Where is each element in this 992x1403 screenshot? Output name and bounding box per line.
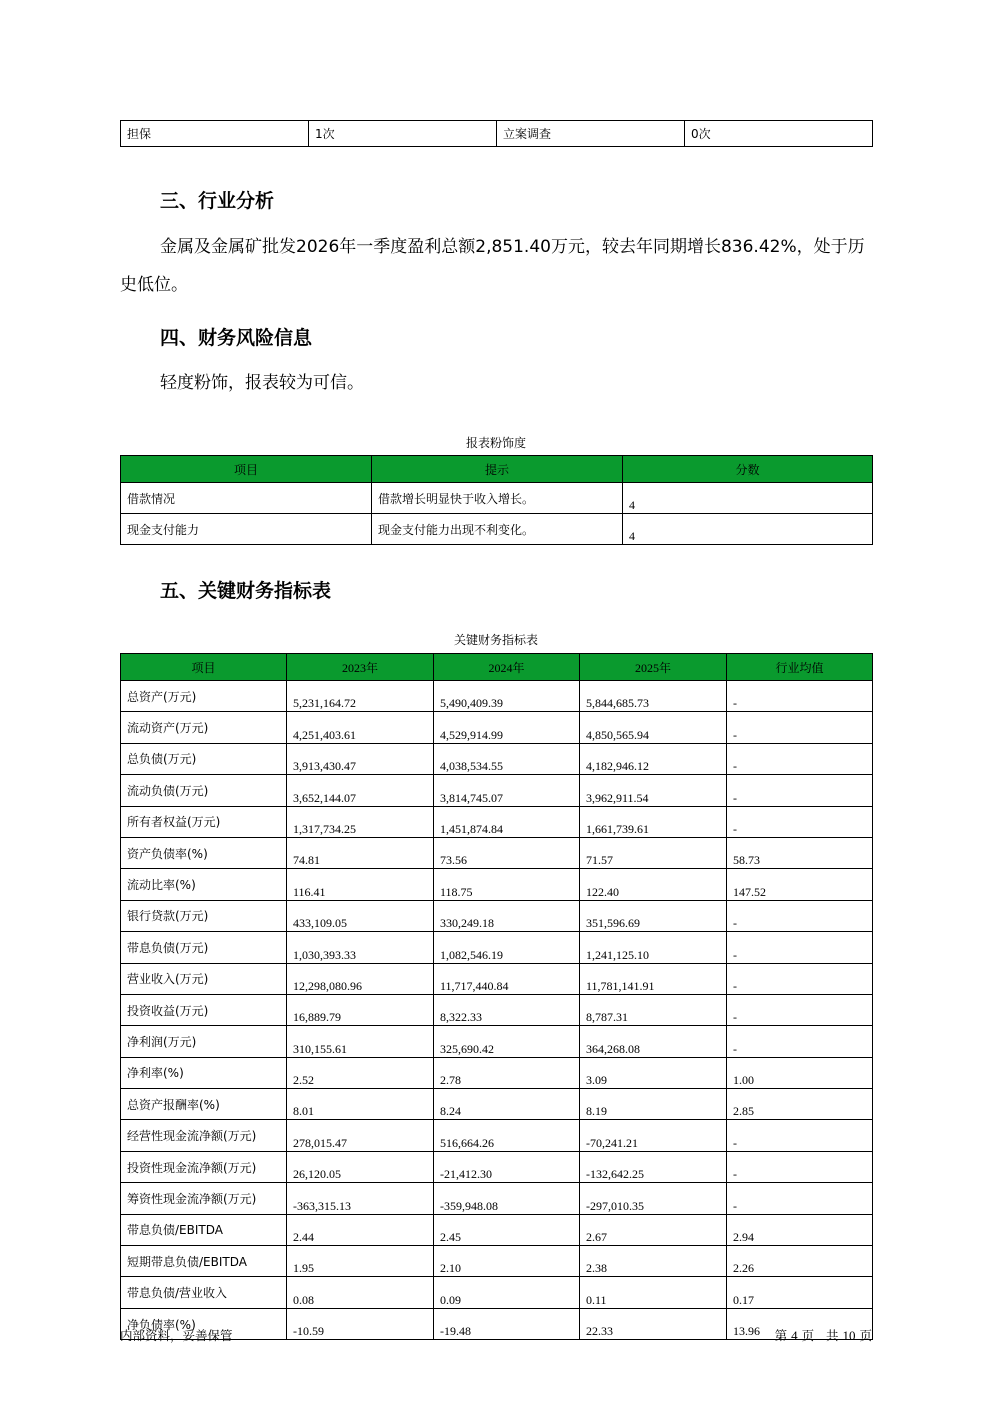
table-cell: 2.94 xyxy=(727,1214,873,1245)
table-row xyxy=(121,121,873,147)
table-row xyxy=(121,1246,873,1277)
table-cell: 330,249.18 xyxy=(434,900,580,931)
table-row xyxy=(121,483,873,514)
table-cell: 2.45 xyxy=(434,1214,580,1245)
table-cell: - xyxy=(727,806,873,837)
table-cell: 1,661,739.61 xyxy=(580,806,727,837)
table-row xyxy=(121,1026,873,1057)
table-cell: 8.24 xyxy=(434,1089,580,1120)
column-header: 项目 xyxy=(121,654,287,681)
table-cell: 58.73 xyxy=(727,837,873,868)
table-header-row xyxy=(121,456,873,483)
page-total: 10 xyxy=(842,1328,856,1343)
table-cell: 1,317,734.25 xyxy=(287,806,434,837)
table-cell: 11,717,440.84 xyxy=(434,963,580,994)
table-cell: 2.44 xyxy=(287,1214,434,1245)
indicator-name-cell: 经营性现金流净额(万元) xyxy=(121,1120,287,1151)
table-row xyxy=(121,1057,873,1088)
table-row xyxy=(121,900,873,931)
table-cell: - xyxy=(727,1183,873,1214)
indicator-name-cell: 流动比率(%) xyxy=(121,869,287,900)
table-header-row xyxy=(121,654,873,681)
indicator-name-cell: 净利润(万元) xyxy=(121,1026,287,1057)
table-cell: 26,120.05 xyxy=(287,1151,434,1182)
table-cell: 16,889.79 xyxy=(287,994,434,1025)
page-label-mid: 页 共 xyxy=(801,1328,839,1343)
table-cell: 3,814,745.07 xyxy=(434,775,580,806)
indicator-name-cell: 净利率(%) xyxy=(121,1057,287,1088)
table-cell: -19.48 xyxy=(434,1308,580,1339)
table-cell: 1.00 xyxy=(727,1057,873,1088)
indicator-name-cell: 银行贷款(万元) xyxy=(121,900,287,931)
column-header: 项目 xyxy=(121,456,372,483)
table-cell: 116.41 xyxy=(287,869,434,900)
table-cell: - xyxy=(727,1120,873,1151)
table-cell: 122.40 xyxy=(580,869,727,900)
table-cell: 4,182,946.12 xyxy=(580,743,727,774)
table-cell: 1.95 xyxy=(287,1246,434,1277)
table-cell: 433,109.05 xyxy=(287,900,434,931)
indicator-name-cell: 带息负债/营业收入 xyxy=(121,1277,287,1308)
table-cell: 1,082,546.19 xyxy=(434,932,580,963)
indicator-name-cell: 短期带息负债/EBITDA xyxy=(121,1246,287,1277)
table-cell: - xyxy=(727,681,873,712)
section3-text-line1: 金属及金属矿批发2026年一季度盈利总额2,851.40万元，较去年同期增长836.42%，处于历 xyxy=(160,237,865,257)
indicator-name-cell: 投资收益(万元) xyxy=(121,994,287,1025)
table-cell: 516,664.26 xyxy=(434,1120,580,1151)
investigation-count: 0次 xyxy=(685,121,873,147)
table-cell: 2.78 xyxy=(434,1057,580,1088)
table-cell: 1,030,393.33 xyxy=(287,932,434,963)
indicator-table xyxy=(120,653,873,1340)
table-cell: 325,690.42 xyxy=(434,1026,580,1057)
table-cell: -21,412.30 xyxy=(434,1151,580,1182)
indicator-name-cell: 所有者权益(万元) xyxy=(121,806,287,837)
table-row xyxy=(121,994,873,1025)
section5-heading: 五、关键财务指标表 xyxy=(160,580,332,602)
table-cell: - xyxy=(727,932,873,963)
table-cell: 2.10 xyxy=(434,1246,580,1277)
table-cell: 4,529,914.99 xyxy=(434,712,580,743)
table-cell: 现金支付能力出现不利变化。 xyxy=(372,514,623,545)
table-cell: 5,490,409.39 xyxy=(434,681,580,712)
table-cell: - xyxy=(727,963,873,994)
table-cell: -70,241.21 xyxy=(580,1120,727,1151)
investigation-label: 立案调查 xyxy=(497,121,685,147)
indicator-name-cell: 营业收入(万元) xyxy=(121,963,287,994)
table-cell: -363,315.13 xyxy=(287,1183,434,1214)
table-row xyxy=(121,681,873,712)
table-cell: 73.56 xyxy=(434,837,580,868)
table-cell: -297,010.35 xyxy=(580,1183,727,1214)
table-row xyxy=(121,1120,873,1151)
column-header: 2023年 xyxy=(287,654,434,681)
table-cell: 351,596.69 xyxy=(580,900,727,931)
table-cell: 4,251,403.61 xyxy=(287,712,434,743)
section3-text-line2: 史低位。 xyxy=(120,275,188,295)
table-cell: -132,642.25 xyxy=(580,1151,727,1182)
table-row xyxy=(121,514,873,545)
table-cell: 8.01 xyxy=(287,1089,434,1120)
table-cell: 71.57 xyxy=(580,837,727,868)
section4-heading: 四、财务风险信息 xyxy=(160,327,313,349)
table-cell: 147.52 xyxy=(727,869,873,900)
table-row xyxy=(121,932,873,963)
table-cell: - xyxy=(727,1151,873,1182)
section4-text: 轻度粉饰，报表较为可信。 xyxy=(160,373,364,393)
table-cell: 0.09 xyxy=(434,1277,580,1308)
whitewash-table xyxy=(120,455,873,545)
indicator-name-cell: 流动负债(万元) xyxy=(121,775,287,806)
table-cell: 310,155.61 xyxy=(287,1026,434,1057)
table-cell: 4,850,565.94 xyxy=(580,712,727,743)
table-row xyxy=(121,743,873,774)
table-row xyxy=(121,712,873,743)
table-row xyxy=(121,1277,873,1308)
table-cell: 借款增长明显快于收入增长。 xyxy=(372,483,623,514)
table-row xyxy=(121,806,873,837)
table-cell: 2.26 xyxy=(727,1246,873,1277)
indicator-table-caption: 关键财务指标表 xyxy=(453,633,538,647)
table-cell: -359,948.08 xyxy=(434,1183,580,1214)
column-header: 分数 xyxy=(623,456,873,483)
footer-left: 内部资料，妥善保管 xyxy=(120,1328,233,1343)
table-cell: 11,781,141.91 xyxy=(580,963,727,994)
table-row xyxy=(121,837,873,868)
indicator-name-cell: 总负债(万元) xyxy=(121,743,287,774)
indicator-name-cell: 流动资产(万元) xyxy=(121,712,287,743)
table-cell: 8.19 xyxy=(580,1089,727,1120)
indicator-name-cell: 总资产报酬率(%) xyxy=(121,1089,287,1120)
section3-heading: 三、行业分析 xyxy=(160,190,275,212)
indicator-name-cell: 投资性现金流净额(万元) xyxy=(121,1151,287,1182)
table-cell: 4 xyxy=(623,483,873,514)
indicator-name-cell: 带息负债/EBITDA xyxy=(121,1214,287,1245)
guarantee-count: 1次 xyxy=(309,121,497,147)
table-row xyxy=(121,1214,873,1245)
table-cell: 5,844,685.73 xyxy=(580,681,727,712)
table-cell: 0.17 xyxy=(727,1277,873,1308)
table-cell: - xyxy=(727,994,873,1025)
table-cell: 2.67 xyxy=(580,1214,727,1245)
table-cell: 8,322.33 xyxy=(434,994,580,1025)
indicator-name-cell: 带息负债(万元) xyxy=(121,932,287,963)
table-cell: 3,652,144.07 xyxy=(287,775,434,806)
guarantee-label: 担保 xyxy=(121,121,309,147)
table-cell: 1,241,125.10 xyxy=(580,932,727,963)
table-cell: 3.09 xyxy=(580,1057,727,1088)
page-label-suffix: 页 xyxy=(859,1328,872,1343)
table-row xyxy=(121,1151,873,1182)
whitewash-table-caption: 报表粉饰度 xyxy=(465,436,526,450)
table-cell: 22.33 xyxy=(580,1308,727,1339)
table-cell: 4,038,534.55 xyxy=(434,743,580,774)
table-row xyxy=(121,869,873,900)
guarantee-table xyxy=(120,120,873,147)
table-cell: 2.52 xyxy=(287,1057,434,1088)
table-row xyxy=(121,1089,873,1120)
table-cell: 0.08 xyxy=(287,1277,434,1308)
table-cell: - xyxy=(727,1026,873,1057)
page-current: 4 xyxy=(791,1328,798,1343)
table-cell: - xyxy=(727,900,873,931)
column-header: 行业均值 xyxy=(727,654,873,681)
indicator-name-cell: 总资产(万元) xyxy=(121,681,287,712)
table-cell: 现金支付能力 xyxy=(121,514,372,545)
table-row xyxy=(121,775,873,806)
indicator-name-cell: 净负债率(%) xyxy=(121,1308,287,1339)
column-header: 提示 xyxy=(372,456,623,483)
table-row xyxy=(121,1308,873,1339)
table-cell: -10.59 xyxy=(287,1308,434,1339)
indicator-name-cell: 筹资性现金流净额(万元) xyxy=(121,1183,287,1214)
table-cell: - xyxy=(727,712,873,743)
indicator-name-cell: 资产负债率(%) xyxy=(121,837,287,868)
table-cell: 8,787.31 xyxy=(580,994,727,1025)
table-cell: 借款情况 xyxy=(121,483,372,514)
table-cell: 278,015.47 xyxy=(287,1120,434,1151)
table-cell: 12,298,080.96 xyxy=(287,963,434,994)
table-cell: 74.81 xyxy=(287,837,434,868)
table-cell: 2.38 xyxy=(580,1246,727,1277)
table-row xyxy=(121,963,873,994)
table-cell: 5,231,164.72 xyxy=(287,681,434,712)
table-cell: 0.11 xyxy=(580,1277,727,1308)
table-cell: 2.85 xyxy=(727,1089,873,1120)
table-cell: 4 xyxy=(623,514,873,545)
table-cell: 3,913,430.47 xyxy=(287,743,434,774)
page-label-prefix: 第 xyxy=(774,1328,788,1343)
footer-page-number xyxy=(775,1326,872,1344)
column-header: 2024年 xyxy=(434,654,580,681)
table-cell: - xyxy=(727,743,873,774)
table-cell: 364,268.08 xyxy=(580,1026,727,1057)
column-header: 2025年 xyxy=(580,654,727,681)
table-cell: 1,451,874.84 xyxy=(434,806,580,837)
table-cell: - xyxy=(727,775,873,806)
table-cell: 118.75 xyxy=(434,869,580,900)
table-cell: 3,962,911.54 xyxy=(580,775,727,806)
table-row xyxy=(121,1183,873,1214)
table-cell: 13.96 xyxy=(727,1308,873,1339)
